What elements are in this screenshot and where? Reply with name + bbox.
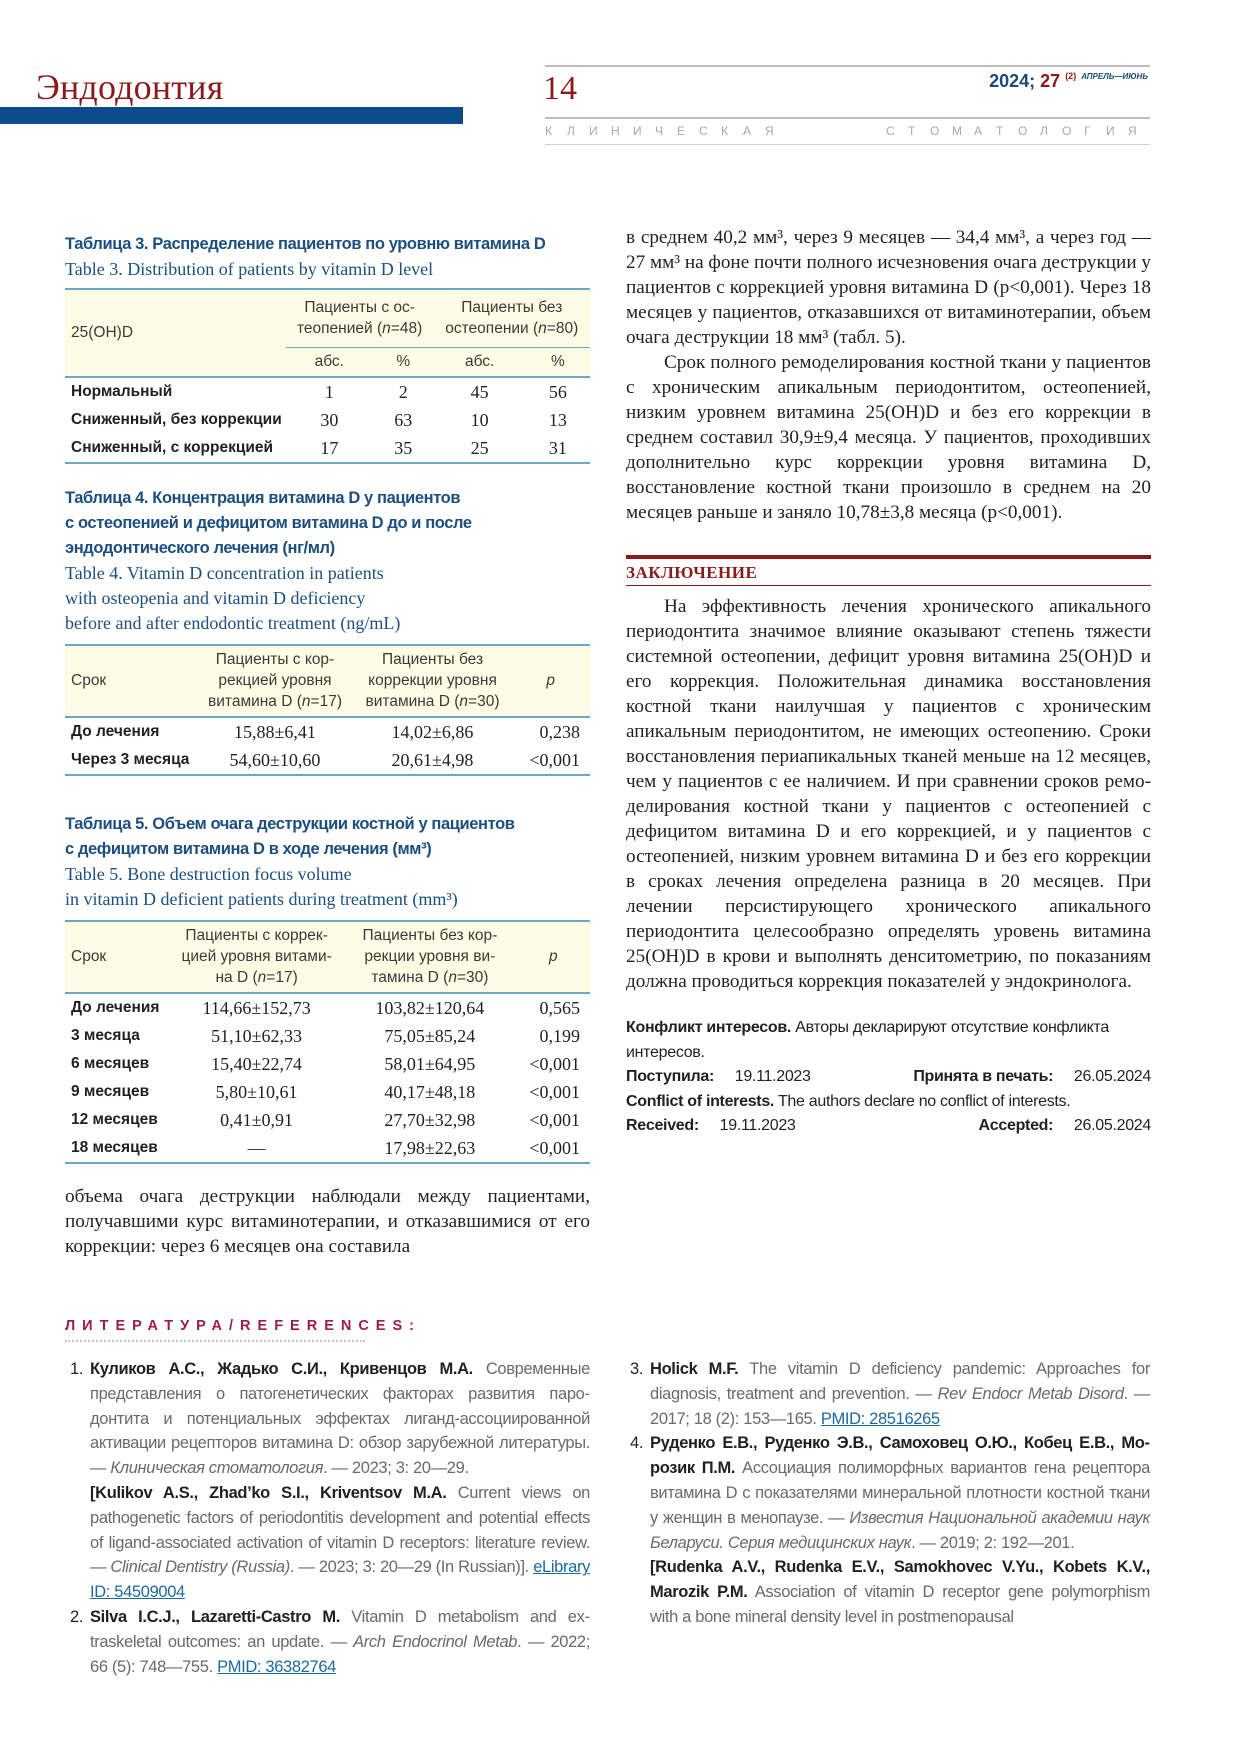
header-text: =48) <box>390 320 423 338</box>
table-row <box>65 717 590 746</box>
journal-letter: Т <box>908 124 916 138</box>
reference-text <box>90 1357 590 1605</box>
meta-text: Авторы декларируют отсутствие конфликта интересов. <box>626 1019 1110 1061</box>
meta-label: Поступила: <box>626 1068 714 1085</box>
meta-label: Received: <box>626 1117 699 1134</box>
row-label: 12 месяцев <box>71 1110 158 1128</box>
cell: 13 <box>548 409 567 430</box>
table3-header-group2 <box>434 289 590 347</box>
table-row <box>65 746 590 775</box>
reference-title: Vitamin D metabolism and extraskeletal outcomes: an update. — <box>90 1607 591 1651</box>
row-label: 3 месяца <box>71 1026 140 1044</box>
header-text: Пациенты с кор- <box>215 651 335 668</box>
cell: 35 <box>394 437 413 458</box>
table4-caption-en: before and after endodontic treatment (ng/mL) <box>65 612 401 633</box>
reference-item <box>630 1431 1150 1629</box>
journal-word-2 <box>886 124 1150 138</box>
cell: <0,001 <box>529 749 580 770</box>
header-text: Пациенты без кор- <box>362 927 498 944</box>
reference-details: . — 2017; 18 (2): 153—165. <box>650 1384 1151 1428</box>
table5-block <box>65 812 590 1164</box>
header-text: на D ( <box>215 969 258 986</box>
header-text: =17) <box>266 969 298 986</box>
journal-name <box>545 124 1150 138</box>
table4 <box>65 644 590 776</box>
accepted-date: 26.05.2024 <box>1073 1117 1151 1134</box>
references-right <box>630 1357 1150 1630</box>
conflict-ru <box>626 1016 1151 1065</box>
header-divider <box>545 144 1150 145</box>
reference-authors: Holick M.F. <box>650 1360 739 1378</box>
reference-journal: Clinical Dentistry (Russia) <box>110 1558 290 1577</box>
header-text: теопенией ( <box>297 320 383 338</box>
cell: 15,88±6,41 <box>234 721 316 742</box>
journal-letter: О <box>1018 124 1028 138</box>
reference-authors: Руденко Е.В., Руденко Э.В., Самоховец О.Ю., Кобец Е.В., Морозик П.М. <box>650 1434 1150 1478</box>
cell: 27,70±32,98 <box>384 1109 476 1130</box>
issue-months: АПРЕЛЬ—ИЮНЬ <box>1081 72 1148 81</box>
header-text: =17) <box>310 693 342 710</box>
cell: 17,98±22,63 <box>384 1137 476 1158</box>
paragraph-text: в среднем 40,2 мм³, через 9 месяцев — 34,4 мм³, а через год — 27 мм³ на фоне почти полного исчезновения очага деструкции у пациентов с коррекцией уровня витамина D (p<0,001). Через 18 месяцев у пациентов, отказавшихся от витаминотерапии, объем очага деструкции 18 мм³ (табл. 5). <box>626 227 1151 348</box>
issue-number: (2) <box>1065 71 1077 81</box>
table5-header-col1 <box>170 921 343 993</box>
cell: 15,40±22,74 <box>211 1053 303 1074</box>
journal-letter: Я <box>1128 124 1137 138</box>
table4-header-col2 <box>354 645 512 717</box>
table5-header-col2 <box>343 921 516 993</box>
table4-caption-ru: эндодонтического лечения (нг/мл) <box>65 538 335 557</box>
table3 <box>65 288 590 464</box>
right-column <box>626 227 1151 1139</box>
received-date: 19.11.2023 <box>719 1117 796 1134</box>
issue-info <box>989 71 1148 92</box>
row-label: 18 месяцев <box>71 1138 158 1156</box>
header-text: Пациенты без <box>381 651 484 668</box>
header-text: цией уровня витами- <box>181 948 332 965</box>
section-title: Эндодонтия <box>36 67 224 107</box>
pmid-link[interactable]: PMID: 28516265 <box>820 1409 940 1428</box>
table3-subheader: % <box>526 347 590 377</box>
header-text: витамина D ( <box>208 693 302 710</box>
reference-text <box>90 1605 590 1679</box>
reference-details: . — 2019; 2: 192—201. <box>911 1533 1075 1552</box>
journal-letter: А <box>743 124 752 138</box>
table3-subheader: абс. <box>434 347 526 377</box>
table5-caption-en: Table 5. Bone destruction focus volume <box>65 863 352 884</box>
table-row <box>65 377 590 406</box>
table5-caption-en: in vitamin D deficient patients during treatment (mm³) <box>65 888 458 909</box>
paragraph-text: Срок полного ремоделирования костной ткани у пациентов с хроническим апикальным периодонтитом, остеопенией, низким уровнем витамина 25(OH)D и без его коррекции в среднем составил 30,9±9,4 месяца. У пациентов, проходивших дополнительно курс коррекции уровня витамина D, восстановление костной ткани произошло в среднем на 20 месяцев раньше и заняло 10,78±3,8 месяца (p<0,001). <box>626 352 1151 523</box>
table3-subheader: абс. <box>286 347 373 377</box>
cell: 75,05±85,24 <box>384 1025 476 1046</box>
cell: 31 <box>548 437 567 458</box>
row-label: 9 месяцев <box>71 1082 150 1100</box>
reference-title: Current views on pathogenetic factors of periodontitis development and potential effects of ligand-associated activation of vitamin D receptors: literature review. — <box>90 1483 590 1577</box>
row-label: До лечения <box>71 998 160 1016</box>
references-left <box>70 1357 590 1679</box>
header-text: Пациенты с коррек- <box>185 927 328 944</box>
header-text: n <box>448 969 457 986</box>
header-text: n <box>301 693 311 710</box>
table4-caption-ru: с остеопенией и дефицитом витамина D до и после <box>65 513 472 532</box>
elibrary-link[interactable]: eLibrary ID: 54509004 <box>90 1558 590 1602</box>
cell: 0,238 <box>539 721 580 742</box>
reference-number: 2. <box>70 1607 84 1626</box>
reference-item <box>70 1605 590 1679</box>
cell: <0,001 <box>529 1081 580 1102</box>
received-date: 19.11.2023 <box>734 1068 811 1085</box>
conflict-en <box>626 1090 1151 1115</box>
row-label: Сниженный, без коррекции <box>71 410 282 428</box>
table5 <box>65 920 590 1164</box>
reference-details: . — 2022; 66 (5): 748—755. <box>90 1632 590 1676</box>
journal-letter: О <box>930 124 940 138</box>
header-text: =30) <box>468 693 500 710</box>
paragraph-text: На эффективность лечения хронического апикального периодонтита значимое влияние оказывают степень тяжести системной остеопении, дефицит уровня витамина 25(OH)D и его коррекция. Положительная динамика восстановления костной ткани наилучшая у пациентов с хроническим апикальным периодонтитом, не имеющих остеопению. Сроки восстановления периапикальных тканей меньше на 12 месяцев, чем у пациентов с ее наличием. И при сравнении сроков ремоделирования костной ткани у пациентов с остеопенией с дефицитом витамина D и его коррекцией, и у пациентов с остеопенией, низким уровнем витамина D и без его коррекции в сроках лечения определена разница в 20 месяцев. При лечении персистирующего хронического апикального периодонтита целесообразно определять уровень витамина 25(OH)D в крови и выполнять денситометрию, по показаниям должна проводиться коррекция показателей у эндокринолога. <box>626 596 1151 992</box>
header-divider <box>545 117 1150 119</box>
journal-letter: К <box>545 124 552 138</box>
table-row <box>65 993 590 1022</box>
reference-number: 4. <box>630 1434 644 1453</box>
table-row <box>65 434 590 463</box>
reference-journal: Известия Национальной академии наук Беларуси. Серия медицинских наук <box>650 1508 1150 1552</box>
journal-letter: Я <box>765 124 774 138</box>
reference-authors: [Rudenka A.V., Rudenka E.V., Samokhovec V.Yu., Kobets K.V., Marozik P.M. <box>650 1558 1150 1602</box>
meta-label: Конфликт интересов. <box>626 1019 792 1036</box>
article-meta <box>626 1016 1151 1139</box>
page-number: 14 <box>543 70 577 107</box>
reference-text <box>650 1357 1150 1431</box>
table-row <box>65 1078 590 1106</box>
left-column <box>65 232 590 1259</box>
header-text: n <box>459 693 469 710</box>
journal-letter: С <box>699 124 708 138</box>
cell: 0,41±0,91 <box>220 1109 294 1130</box>
cell: <0,001 <box>529 1109 580 1130</box>
body-paragraph <box>65 1184 590 1259</box>
cell: 0,199 <box>539 1025 580 1046</box>
received-ru <box>626 1065 811 1090</box>
row-label: Нормальный <box>71 382 173 400</box>
header-text: рекции уровня ви- <box>364 948 496 965</box>
journal-letter: М <box>952 124 962 138</box>
journal-letter: С <box>886 124 895 138</box>
cell: 103,82±120,64 <box>375 997 485 1018</box>
accepted-date: 26.05.2024 <box>1073 1068 1151 1085</box>
header-divider <box>545 65 1150 67</box>
header-color-bar <box>0 107 463 124</box>
header-text: коррекции уровня <box>368 672 497 689</box>
header-text: рекцией уровня <box>218 672 332 689</box>
paragraph-text: объема очага деструкции наблюдали между пациентами, получавшими курс витаминотерапии, и отказавшимися от его коррекции: через 6 месяцев она составила <box>65 1185 590 1257</box>
table-row <box>65 1050 590 1078</box>
cell: <0,001 <box>529 1137 580 1158</box>
table5-caption-ru: Таблица 5. Объем очага деструкции костной у пациентов <box>65 814 515 833</box>
cell: 0,565 <box>539 997 580 1018</box>
meta-label: Conflict of interests. <box>626 1092 775 1110</box>
reference-number: 1. <box>70 1360 84 1378</box>
body-text <box>626 225 1151 525</box>
meta-text: The authors declare no conflict of interests. <box>774 1092 1071 1110</box>
table3-subheader: % <box>373 347 434 377</box>
journal-letter: Е <box>677 124 686 138</box>
reference-authors: Silva I.C.J., Lazaretti-Castro M. <box>90 1607 340 1626</box>
header-text: n <box>382 320 391 338</box>
dates-en <box>626 1114 1151 1139</box>
reference-journal: Arch Endocrinol Metab <box>353 1632 518 1651</box>
table3-caption-ru: Таблица 3. Распределение пациентов по уровню витамина D <box>65 235 546 253</box>
cell: 5,80±10,61 <box>215 1081 298 1102</box>
table-row <box>65 1134 590 1163</box>
table4-header-p: p <box>546 672 555 689</box>
header-text: Пациенты без <box>461 299 563 317</box>
reference-details: . — 2023; 3: 20—29 (In Russian)]. <box>289 1558 534 1577</box>
journal-letter: И <box>1106 124 1115 138</box>
reference-details: . — 2023; 3: 20—29. <box>323 1459 469 1478</box>
header-text: Пациенты с ос- <box>304 299 415 317</box>
table5-header-col0: Срок <box>71 948 107 965</box>
cell: 54,60±10,60 <box>229 749 321 770</box>
reference-number: 3. <box>630 1360 644 1378</box>
meta-label: Принята в печать: <box>913 1068 1054 1085</box>
conclusion-heading: ЗАКЛЮЧЕНИЕ <box>626 555 1151 586</box>
cell: 10 <box>470 409 489 430</box>
cell: 63 <box>394 409 413 430</box>
header-text: =80) <box>546 320 579 338</box>
row-label: Сниженный, с коррекцией <box>71 438 274 456</box>
cell: 58,01±64,95 <box>384 1053 476 1074</box>
conclusion-body <box>626 594 1151 994</box>
cell: 114,66±152,73 <box>202 997 311 1018</box>
cell: 25 <box>470 437 489 458</box>
cell: 45 <box>470 381 489 402</box>
cell: 40,17±48,18 <box>384 1081 476 1102</box>
reference-title: Ассоциация полиморфных вариантов гена рецептора витамина D с показателями минеральной плотности костной ткани у женщин в менопаузе. — <box>650 1459 1150 1527</box>
table4-caption-en: with osteopenia and vitamin D deficiency <box>65 587 366 608</box>
journal-letter: И <box>589 124 598 138</box>
header-text: остеопении ( <box>445 320 539 338</box>
reference-title: The vitamin D deficiency pandemic: Approaches for diagnosis, treatment and prevention. — <box>650 1360 1150 1403</box>
journal-letter: И <box>633 124 642 138</box>
table-row <box>65 406 590 434</box>
cell: 30 <box>320 409 339 430</box>
dates-ru <box>626 1065 1151 1090</box>
journal-letter: К <box>721 124 728 138</box>
issue-volume: 27 <box>1040 71 1061 91</box>
cell: — <box>247 1137 266 1158</box>
table3-block <box>65 232 590 464</box>
accepted-en <box>979 1114 1151 1139</box>
received-en <box>626 1114 796 1139</box>
journal-letter: Л <box>567 124 575 138</box>
header-text: тамина D ( <box>371 969 449 986</box>
table3-header-group1 <box>286 289 434 347</box>
header-text: n <box>538 320 547 338</box>
cell: 2 <box>398 381 408 402</box>
table3-caption-en: Table 3. Distribution of patients by vitamin D level <box>65 259 434 279</box>
reference-journal: Клиническая стоматология <box>110 1459 324 1478</box>
header-text: витамина D ( <box>365 693 460 710</box>
table4-caption-en: Table 4. Vitamin D concentration in patients <box>65 562 384 583</box>
header-text: n <box>257 969 267 986</box>
reference-title: Современные представления о патогенетических факторах развития пародонтита и потенциальных эффектах лиганд-ассоциированной активации рецепторов витамина D: обзор зарубежной литературы. — <box>90 1360 590 1478</box>
cell: 51,10±62,33 <box>211 1025 303 1046</box>
table5-header-p: p <box>548 948 558 965</box>
journal-letter: Ч <box>655 124 663 138</box>
accepted-ru <box>913 1065 1151 1090</box>
journal-letter: Г <box>1084 124 1091 138</box>
reference-authors: [Kulikov A.S., Zhad’ko S.I., Kriventsov M.A. <box>90 1483 447 1502</box>
table4-header-col1 <box>196 645 354 717</box>
table5-caption-ru: с дефицитом витамина D в ходе лечения (мм³) <box>65 839 432 858</box>
reference-text <box>650 1431 1150 1629</box>
journal-letter: Л <box>1040 124 1048 138</box>
cell: 56 <box>548 381 567 402</box>
table-row <box>65 1106 590 1134</box>
row-label: До лечения <box>71 722 160 740</box>
reference-title: Association of vitamin D receptor gene polymorphism with a bone mineral density level in postmenopausal <box>650 1583 1151 1626</box>
journal-letter: Т <box>996 124 1004 138</box>
table-row <box>65 1022 590 1050</box>
journal-letter: О <box>1062 124 1072 138</box>
cell: 20,61±4,98 <box>391 749 474 770</box>
table4-block <box>65 486 590 776</box>
table4-header-col0: Срок <box>71 672 107 689</box>
header-text: =30) <box>456 969 489 986</box>
table3-header-col0: 25(OH)D <box>71 324 134 342</box>
journal-letter: Н <box>611 124 620 138</box>
table4-caption-ru: Таблица 4. Концентрация витамина D у пациентов <box>65 488 461 507</box>
meta-label: Accepted: <box>978 1117 1054 1134</box>
reference-authors: Куликов А.С., Жадько С.И., Кривенцов М.А. <box>90 1360 473 1378</box>
cell: 14,02±6,86 <box>391 721 474 742</box>
journal-word-1 <box>545 124 787 138</box>
journal-letter: А <box>974 124 983 138</box>
reference-item <box>630 1357 1150 1431</box>
cell: 1 <box>324 381 334 402</box>
reference-item <box>70 1357 590 1605</box>
pmid-link[interactable]: PMID: 36382764 <box>217 1657 336 1676</box>
references-heading: ЛИТЕРАТУРА/REFERENCES: <box>65 1318 421 1334</box>
reference-journal: Rev Endocr Metab Disord <box>937 1384 1124 1403</box>
issue-year: 2024; <box>989 71 1036 91</box>
references-divider <box>65 1340 365 1342</box>
cell: <0,001 <box>529 1053 580 1074</box>
row-label: Через 3 месяца <box>71 750 190 768</box>
cell: 17 <box>320 437 339 458</box>
row-label: 6 месяцев <box>71 1054 150 1072</box>
